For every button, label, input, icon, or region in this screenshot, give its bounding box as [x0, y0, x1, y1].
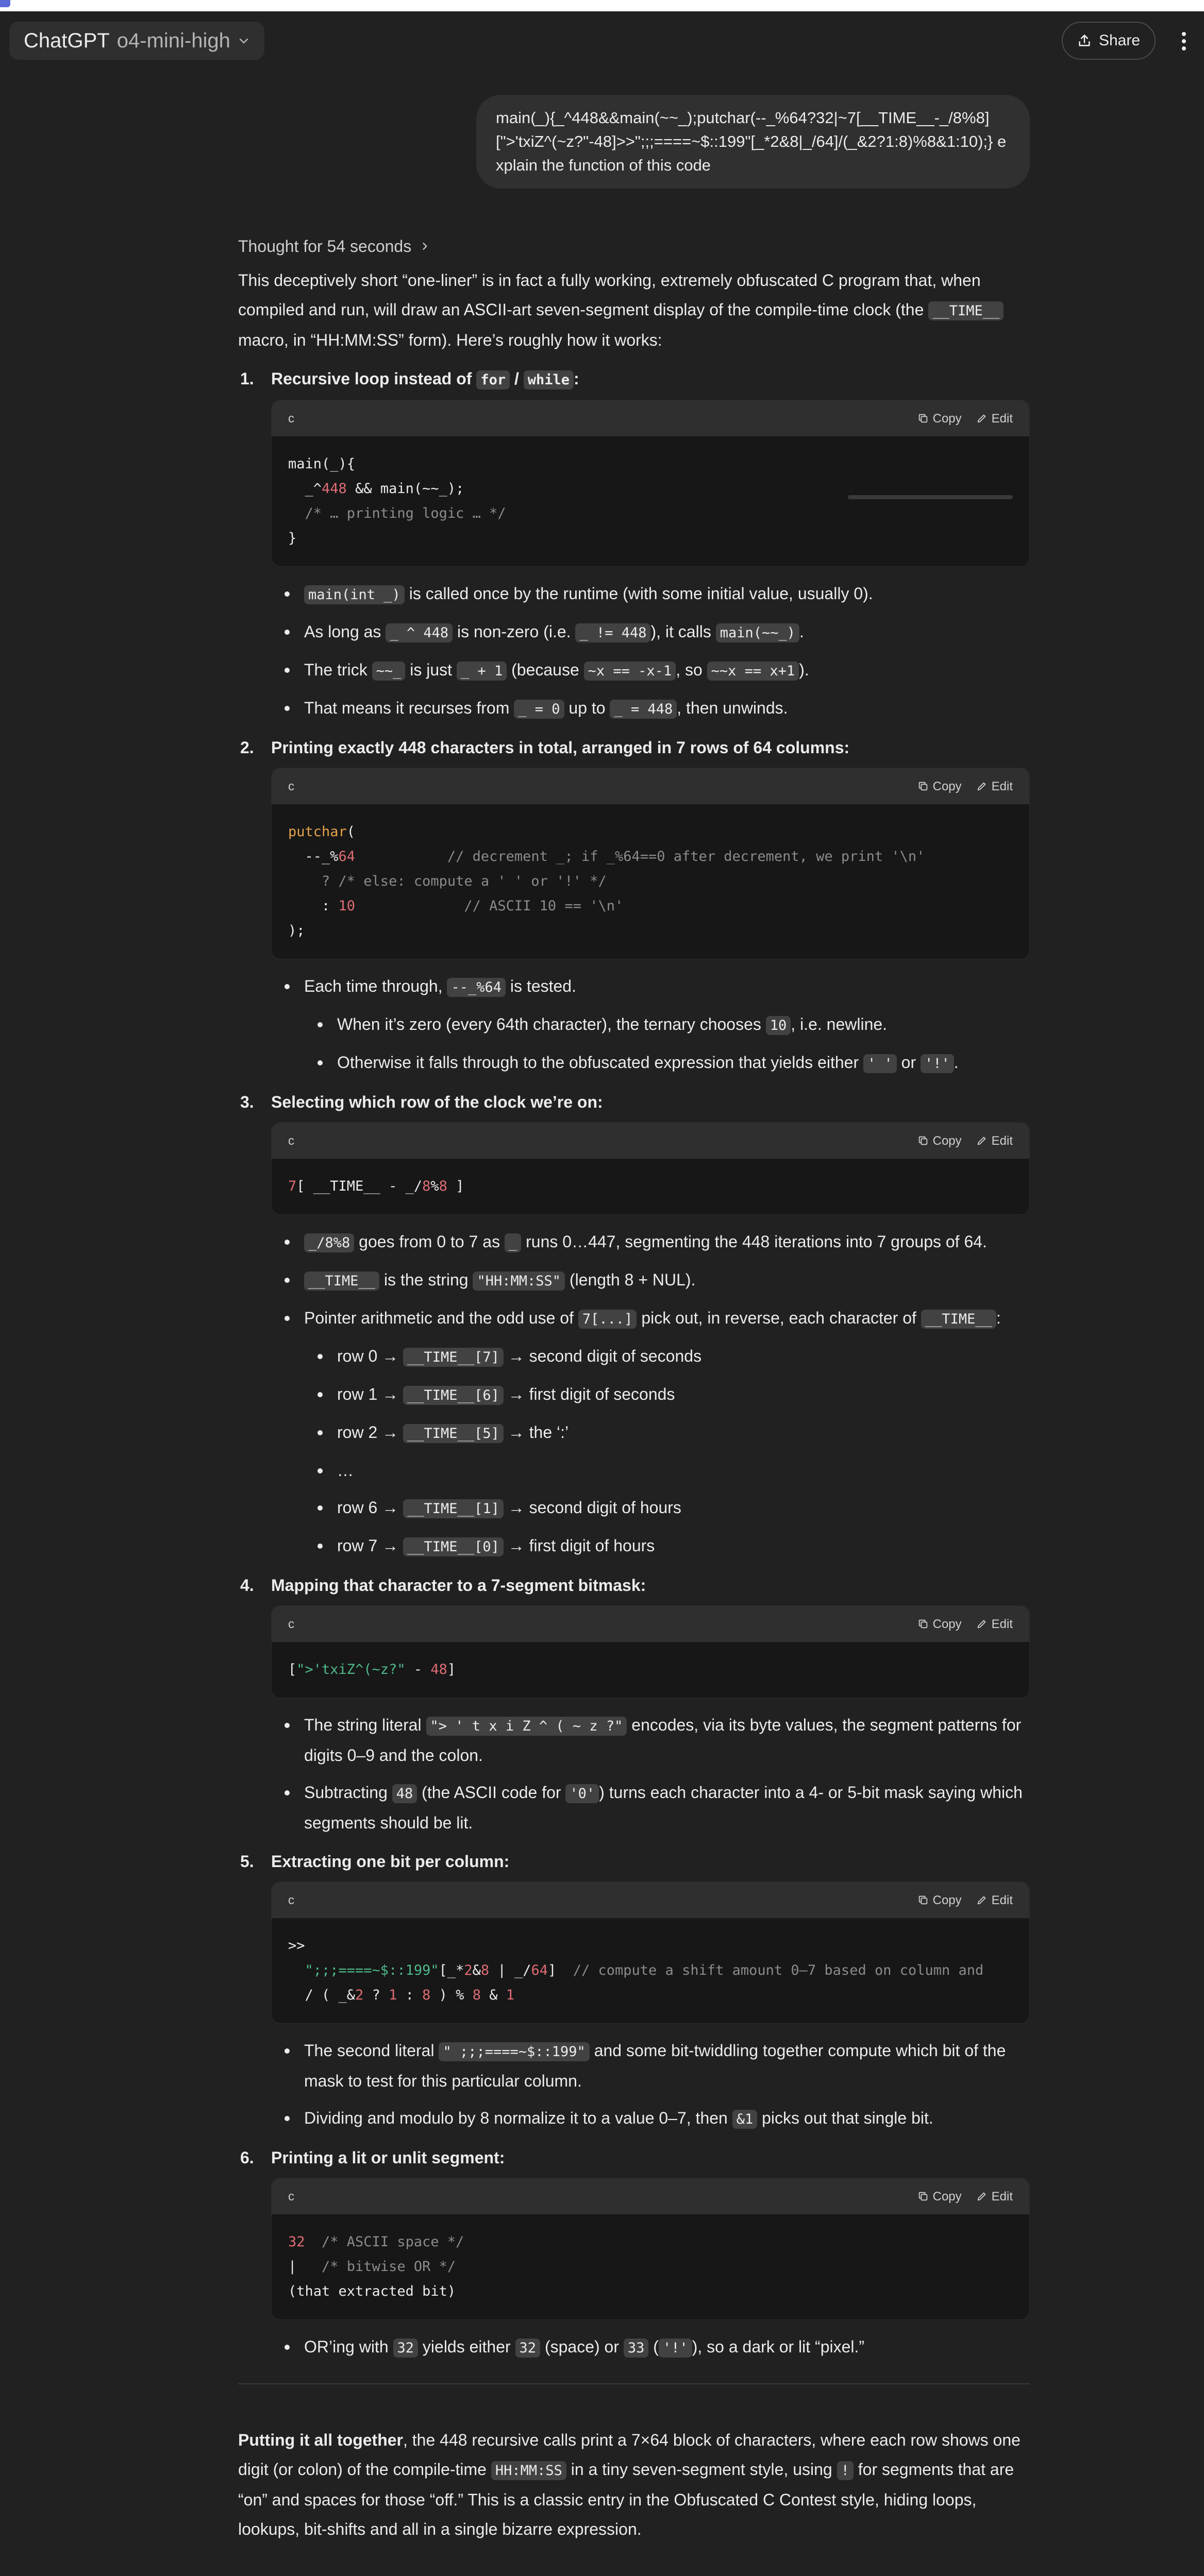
bullet-list	[271, 2036, 1030, 2134]
list-text: Dividing and modulo by 8 normalize it to a value 0–7, then	[304, 2109, 732, 2127]
bullet-list	[271, 1227, 1030, 1562]
copy-code-button[interactable]	[917, 772, 962, 801]
list-text: is just	[405, 660, 457, 679]
step-item	[238, 2143, 1030, 2363]
code-block-header	[272, 1882, 1029, 1918]
list-item	[271, 2104, 1030, 2134]
list-item	[304, 1418, 1030, 1448]
code-token: 64	[531, 1962, 548, 1978]
code-comment: /* ASCII space */	[305, 2234, 464, 2250]
list-text: → the ‘:’	[503, 1423, 569, 1442]
step-title-text: Recursive loop instead of	[271, 369, 477, 388]
copy-code-button[interactable]	[917, 2182, 962, 2211]
inline-code: _ + 1	[457, 662, 507, 681]
thought-label: Thought for 54 seconds	[238, 236, 412, 256]
edit-code-button[interactable]	[976, 404, 1013, 433]
code-token: / ( _&	[288, 1987, 356, 2003]
inline-code: 32	[393, 2338, 419, 2358]
list-text: , so	[676, 660, 707, 679]
pencil-icon	[976, 413, 988, 424]
edit-label: Edit	[991, 1617, 1013, 1631]
inline-code: ~~x == x+1	[707, 662, 799, 681]
step-title	[271, 364, 1030, 395]
list-item	[271, 1265, 1030, 1296]
step-title: Extracting one bit per column:	[271, 1852, 510, 1871]
code-block-header	[272, 1123, 1029, 1159]
code-token: [	[288, 1662, 297, 1677]
step-item	[238, 1571, 1030, 1838]
summary-text: for segments that are “on” and spaces for those “off.” This is a classic entry in the Obfuscated C Contest style, hiding loops, lookups, bit-shifts and all in a single bizarre expression.	[238, 2460, 1014, 2538]
share-icon	[1077, 33, 1092, 48]
inline-code: _ != 448	[575, 623, 650, 642]
inline-code: __TIME__[5]	[403, 1424, 504, 1443]
pencil-icon	[976, 781, 988, 792]
list-text: , then unwinds.	[677, 699, 788, 717]
inline-code: HH:MM:SS	[491, 2461, 566, 2480]
code-token: 7	[288, 1178, 297, 1194]
code-line: }	[288, 530, 297, 546]
list-text: (	[648, 2337, 659, 2356]
summary-text: , the 448 recursive calls print a 7×64 block of characters, where each row shows one digit (or colon) of the compile-time	[238, 2431, 1021, 2479]
list-item	[271, 2036, 1030, 2096]
list-text: is the string	[379, 1270, 473, 1289]
list-text: row 0 →	[337, 1347, 404, 1365]
bullet-list	[271, 2332, 1030, 2363]
list-text: → first digit of seconds	[503, 1385, 675, 1403]
more-vertical-icon	[1181, 31, 1187, 52]
step-number: 6.	[240, 2148, 254, 2167]
list-text: , i.e. newline.	[791, 1015, 888, 1033]
step-title: Printing exactly 448 characters in total, arranged in 7 rows of 64 columns:	[271, 738, 850, 757]
step-title: Selecting which row of the clock we’re on:	[271, 1093, 603, 1111]
copy-icon	[917, 1618, 929, 1630]
list-text: up to	[564, 699, 610, 717]
code-token: -	[405, 1662, 431, 1677]
code-string: ">'txiZ^(~z?"	[296, 1662, 406, 1677]
inline-code: 10	[766, 1016, 791, 1035]
share-label: Share	[1098, 32, 1141, 49]
list-text: Each time through,	[304, 977, 447, 995]
code-token: ) %	[430, 1987, 473, 2003]
copy-label: Copy	[932, 411, 962, 426]
inline-code: main(~~_)	[716, 623, 799, 642]
copy-code-button[interactable]	[917, 1609, 962, 1639]
code-token: 8	[422, 1178, 431, 1194]
list-text: As long as	[304, 622, 386, 641]
list-text: …	[337, 1461, 354, 1480]
code-token: (	[346, 824, 356, 840]
list-text: and some bit-twiddling together compute which bit of the mask to test for this particular column.	[304, 2041, 1006, 2090]
step-title-text: /	[510, 369, 524, 388]
list-text: :	[996, 1309, 1001, 1327]
list-text: ), so a dark or lit “pixel.”	[692, 2337, 865, 2356]
edit-code-button[interactable]	[976, 1886, 1013, 1915]
copy-code-button[interactable]	[917, 1126, 962, 1156]
list-text: ), it calls	[650, 622, 716, 641]
code-language: c	[288, 1893, 294, 1907]
brand-label: ChatGPT	[24, 29, 110, 52]
list-text: The second literal	[304, 2041, 439, 2060]
list-text: OR’ing with	[304, 2337, 393, 2356]
list-text: picks out that single bit.	[757, 2109, 933, 2127]
summary-bold: Putting it all together	[238, 2431, 403, 2449]
code-token: 10	[338, 898, 356, 914]
list-text: or	[896, 1053, 921, 1072]
list-item	[271, 1227, 1030, 1258]
step-title: Printing a lit or unlit segment:	[271, 2148, 505, 2167]
edit-code-button[interactable]	[976, 2182, 1013, 2211]
code-token: :	[397, 1987, 423, 2003]
code-block	[271, 1605, 1030, 1698]
code-token: ]	[547, 1962, 557, 1978]
list-item	[271, 1303, 1030, 1562]
inline-code: __TIME__[1]	[403, 1499, 504, 1518]
assistant-message	[238, 227, 1030, 2553]
share-button[interactable]	[1062, 22, 1156, 60]
pencil-icon	[976, 2191, 988, 2202]
code-token: ]	[447, 1178, 464, 1194]
app-favicon	[0, 0, 10, 7]
code-token: 8	[439, 1178, 447, 1194]
pencil-icon	[976, 1618, 988, 1630]
code-comment: /* … printing logic … */	[288, 505, 506, 521]
copy-label: Copy	[932, 1617, 962, 1631]
bullet-list	[271, 579, 1030, 724]
code-block	[271, 2178, 1030, 2320]
edit-code-button[interactable]	[976, 1609, 1013, 1639]
code-block-header	[272, 768, 1029, 804]
code-block-header	[272, 400, 1029, 436]
code-block	[271, 1882, 1030, 2024]
code-token: 32	[288, 2234, 305, 2250]
code-block	[271, 1122, 1030, 1215]
code-line: main(_){	[288, 456, 356, 472]
code-token: ]	[447, 1662, 456, 1677]
code-token: [_*	[439, 1962, 464, 1978]
code-token: && main(~~_);	[346, 481, 464, 497]
inline-code: _/8%8	[304, 1233, 354, 1252]
code-line: >>	[288, 1938, 305, 1954]
inline-code: _ ^ 448	[386, 623, 453, 642]
list-text: (space) or	[540, 2337, 624, 2356]
list-item	[271, 1778, 1030, 1838]
list-text: The string literal	[304, 1716, 426, 1734]
edit-label: Edit	[991, 779, 1013, 793]
chevron-down-icon	[238, 35, 250, 47]
browser-top-strip	[0, 0, 1204, 11]
list-text: → second digit of hours	[503, 1498, 681, 1517]
step-item	[238, 1847, 1030, 2134]
edit-code-button[interactable]	[976, 772, 1013, 801]
code-content	[272, 436, 1029, 566]
inline-code: &1	[732, 2110, 758, 2129]
edit-code-button[interactable]	[976, 1126, 1013, 1156]
chevron-right-icon	[420, 241, 430, 251]
code-comment: // ASCII 10 == '\n'	[355, 898, 624, 914]
code-scrollbar[interactable]	[848, 495, 1013, 499]
code-token: _^	[288, 481, 322, 497]
summary-text: in a tiny seven-segment style, using	[566, 2460, 837, 2479]
code-token: 48	[430, 1662, 447, 1677]
list-text: ).	[799, 660, 809, 679]
list-item	[271, 693, 1030, 724]
step-item	[238, 1088, 1030, 1562]
code-token: 2	[355, 1987, 364, 2003]
model-label: o4-mini-high	[116, 29, 230, 52]
inline-code: _	[505, 1233, 521, 1252]
list-item	[304, 1456, 1030, 1485]
code-comment: ? /* else: compute a ' ' or '!' */	[288, 873, 607, 889]
code-line: (that extracted bit)	[288, 2283, 456, 2299]
list-text: Pointer arithmetic and the odd use of	[304, 1309, 578, 1327]
copy-label: Copy	[932, 779, 962, 793]
code-token: %	[430, 1178, 439, 1194]
code-token: &	[472, 1962, 481, 1978]
code-comment: /* bitwise OR */	[296, 2259, 456, 2275]
edit-label: Edit	[991, 2189, 1013, 2204]
code-token: putchar	[288, 824, 347, 840]
inline-code: __TIME__[7]	[403, 1348, 504, 1367]
step-number: 1.	[240, 369, 254, 388]
list-item	[304, 1048, 1030, 1078]
code-token: 2	[464, 1962, 473, 1978]
inline-code: __TIME__[6]	[403, 1386, 504, 1405]
list-text: → first digit of hours	[503, 1536, 655, 1555]
inline-code: "> ' t x i Z ^ ( ~ z ?"	[426, 1717, 627, 1736]
list-text: is non-zero (i.e.	[453, 622, 576, 641]
copy-icon	[917, 1894, 929, 1906]
inline-code: " ;;;====~$::199"	[439, 2042, 589, 2061]
edit-label: Edit	[991, 411, 1013, 426]
list-text: (because	[507, 660, 584, 679]
inline-code: for	[476, 370, 510, 389]
copy-label: Copy	[932, 1133, 962, 1148]
list-text: That means it recurses from	[304, 699, 514, 717]
code-language: c	[288, 2189, 294, 2204]
list-item	[304, 1342, 1030, 1372]
copy-code-button[interactable]	[917, 404, 962, 433]
copy-label: Copy	[932, 2189, 962, 2204]
inline-code: _ = 0	[514, 700, 564, 719]
copy-icon	[917, 1135, 929, 1146]
copy-code-button[interactable]	[917, 1886, 962, 1915]
inline-code: "HH:MM:SS"	[473, 1272, 565, 1291]
sub-bullet-list	[304, 1342, 1030, 1562]
pencil-icon	[976, 1894, 988, 1906]
inline-code: 48	[392, 1784, 417, 1803]
inline-code: '!'	[921, 1054, 954, 1073]
steps-list	[238, 364, 1030, 2363]
bullet-list	[271, 1710, 1030, 1838]
list-item	[271, 2332, 1030, 2363]
inline-code: __TIME__	[304, 1272, 379, 1291]
list-text: goes from 0 to 7 as	[354, 1232, 505, 1251]
list-text: is called once by the runtime (with some initial value, usually 0).	[404, 584, 873, 603]
copy-icon	[917, 2191, 929, 2202]
copy-label: Copy	[932, 1893, 962, 1907]
more-options-button[interactable]	[1171, 27, 1197, 56]
intro-text: macro, in “HH:MM:SS” form). Here’s roughly how it works:	[238, 331, 662, 349]
code-content	[272, 1642, 1029, 1698]
list-item	[271, 972, 1030, 1078]
divider	[238, 2383, 1030, 2384]
code-token: [ __TIME__ - _/	[296, 1178, 423, 1194]
list-text: When it’s zero (every 64th character), the ternary chooses	[337, 1015, 766, 1033]
list-text: (the ASCII code for	[417, 1783, 566, 1802]
user-message-bubble: main(_){_^448&&main(~~_);putchar(--_%64?32|~7[__TIME__-_/8%8][">'txiZ^(~z?"-48]>>";;;====~$::199"[_*2&8|_/64]/(_&2?1:8)%8&1:10);} explain the function of this code	[476, 95, 1030, 189]
step-number: 3.	[240, 1093, 254, 1111]
step-title-text: :	[574, 369, 579, 388]
code-language: c	[288, 411, 294, 426]
code-content	[272, 804, 1029, 959]
code-token: ?	[363, 1987, 389, 2003]
code-token: |	[288, 2259, 297, 2275]
code-content	[272, 1159, 1029, 1214]
list-text: ) turns each character into a 4- or 5-bit mask saying which segments should be lit.	[304, 1783, 1023, 1832]
code-token: | _/	[489, 1962, 531, 1978]
list-text: is tested.	[506, 977, 576, 995]
chat-header	[0, 11, 1204, 66]
code-block-header	[272, 2178, 1029, 2214]
inline-code: main(int _)	[304, 585, 405, 604]
summary-paragraph	[238, 2426, 1030, 2544]
code-line: );	[288, 923, 305, 939]
pencil-icon	[976, 1135, 988, 1146]
step-title: Mapping that character to a 7-segment bitmask:	[271, 1576, 646, 1595]
inline-code: __TIME__[0]	[403, 1537, 504, 1556]
step-number: 2.	[240, 738, 254, 757]
code-token: &	[480, 1987, 506, 2003]
code-block	[271, 400, 1030, 567]
list-text: pick out, in reverse, each character of	[637, 1309, 921, 1327]
list-item	[271, 1710, 1030, 1770]
code-token: 8	[472, 1987, 481, 2003]
code-language: c	[288, 1133, 294, 1148]
list-text: row 1 →	[337, 1385, 404, 1403]
inline-code: 33	[624, 2338, 649, 2358]
inline-code: --_%64	[447, 978, 506, 997]
code-block-header	[272, 1606, 1029, 1642]
inline-code: __TIME__	[928, 301, 1004, 320]
code-token: 64	[338, 849, 356, 865]
inline-code: '!'	[659, 2338, 692, 2358]
list-text: row 6 →	[337, 1498, 404, 1517]
code-language: c	[288, 779, 294, 793]
list-text: (length 8 + NUL).	[565, 1270, 696, 1289]
list-text: → second digit of seconds	[503, 1347, 702, 1365]
inline-code: __TIME__	[921, 1310, 996, 1329]
code-block	[271, 768, 1030, 959]
edit-label: Edit	[991, 1893, 1013, 1907]
list-item	[304, 1493, 1030, 1523]
code-token: 8	[422, 1987, 431, 2003]
inline-code: ~x == -x-1	[584, 662, 676, 681]
code-token: 1	[389, 1987, 397, 2003]
list-text: row 2 →	[337, 1423, 404, 1442]
code-token: 8	[480, 1962, 490, 1978]
list-text: yields either	[418, 2337, 515, 2356]
list-text: Otherwise it falls through to the obfuscated expression that yields either	[337, 1053, 863, 1072]
thought-toggle[interactable]	[238, 227, 1030, 266]
list-text: Subtracting	[304, 1783, 392, 1802]
list-item	[271, 617, 1030, 648]
inline-code: !	[837, 2461, 854, 2480]
inline-code: ' '	[863, 1054, 897, 1073]
step-number: 4.	[240, 1576, 254, 1595]
intro-paragraph	[238, 266, 1030, 355]
inline-code: '0'	[565, 1784, 599, 1803]
code-language: c	[288, 1617, 294, 1631]
code-comment: // decrement _; if _%64==0 after decrement, we print '\n'	[355, 849, 925, 865]
inline-code: _ = 448	[610, 700, 677, 719]
list-text: row 7 →	[337, 1536, 404, 1555]
code-content	[272, 1918, 1029, 2023]
code-token: :	[288, 898, 339, 914]
bullet-list	[271, 972, 1030, 1078]
code-comment: // compute a shift amount 0–7 based on column and	[556, 1962, 984, 1978]
copy-icon	[917, 781, 929, 792]
code-token: 448	[322, 481, 347, 497]
code-token: 1	[506, 1987, 514, 2003]
inline-code: ~~_	[372, 662, 406, 681]
edit-label: Edit	[991, 1133, 1013, 1148]
list-item	[304, 1010, 1030, 1040]
list-text: runs 0…447, segmenting the 448 iterations into 7 groups of 64.	[521, 1232, 987, 1251]
list-item	[304, 1380, 1030, 1410]
intro-text: This deceptively short “one-liner” is in fact a fully working, extremely obfuscated C program that, when compiled and run, will draw an ASCII-art seven-segment display of the compile-time clock (the	[238, 271, 981, 319]
list-item	[271, 579, 1030, 609]
step-item	[238, 364, 1030, 724]
step-item	[238, 733, 1030, 1078]
list-item	[304, 1531, 1030, 1562]
list-text: .	[799, 622, 804, 641]
step-number: 5.	[240, 1852, 254, 1871]
inline-code: while	[524, 370, 574, 389]
list-text: .	[954, 1053, 959, 1072]
model-selector-button[interactable]	[9, 22, 264, 60]
sub-bullet-list	[304, 1010, 1030, 1078]
code-content	[272, 2214, 1029, 2319]
list-text: encodes, via its byte values, the segment patterns for digits 0–9 and the colon.	[304, 1716, 1022, 1765]
list-item	[271, 655, 1030, 686]
inline-code: 32	[515, 2338, 541, 2358]
code-string: ";;;====~$::199"	[288, 1962, 439, 1978]
copy-icon	[917, 413, 929, 424]
inline-code: 7[...]	[578, 1310, 637, 1329]
list-text: The trick	[304, 660, 372, 679]
code-token: --_%	[288, 849, 339, 865]
